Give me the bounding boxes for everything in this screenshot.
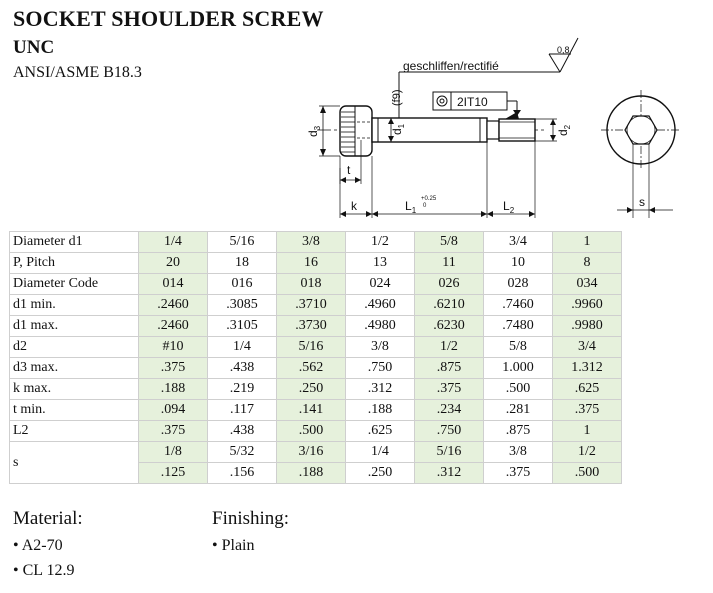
- table-cell: 5/16: [277, 337, 346, 358]
- table-cell: .312: [415, 463, 484, 484]
- row-label: d1 max.: [10, 316, 139, 337]
- table-cell: .250: [277, 379, 346, 400]
- table-cell: .3710: [277, 295, 346, 316]
- d1-subscript: 1: [397, 123, 406, 129]
- table-cell: 1: [553, 232, 622, 253]
- finishing-item: • Plain: [212, 537, 255, 554]
- d3-label: d: [306, 130, 320, 137]
- table-cell: 1/4: [208, 337, 277, 358]
- l1-label: L: [405, 199, 412, 213]
- table-cell: .375: [139, 358, 208, 379]
- dimensions-table: [9, 231, 622, 484]
- table-cell: .375: [553, 400, 622, 421]
- row-label: d2: [10, 337, 139, 358]
- table-cell: .750: [415, 421, 484, 442]
- table-row: [10, 295, 622, 316]
- table-cell: .219: [208, 379, 277, 400]
- d3-subscript: 3: [313, 125, 322, 131]
- table-cell: 5/16: [415, 442, 484, 463]
- d2-subscript: 2: [563, 124, 572, 130]
- svg-text:d3: [306, 125, 322, 137]
- table-cell: 13: [346, 253, 415, 274]
- table-cell: 16: [277, 253, 346, 274]
- material-heading: Material:: [13, 508, 83, 529]
- svg-text:d2: [556, 124, 572, 136]
- table-cell: 10: [484, 253, 553, 274]
- finishing-heading: Finishing:: [212, 508, 290, 529]
- table-cell: .2460: [139, 316, 208, 337]
- fit-label: (f9): [391, 89, 403, 106]
- table-cell: 024: [346, 274, 415, 295]
- table-cell: 11: [415, 253, 484, 274]
- table-row: [10, 253, 622, 274]
- row-label: P, Pitch: [10, 253, 139, 274]
- table-cell: .250: [346, 463, 415, 484]
- roughness-value: 0,8: [557, 45, 570, 55]
- table-cell: .4960: [346, 295, 415, 316]
- table-cell: .7480: [484, 316, 553, 337]
- material-item: • CL 12.9: [13, 562, 75, 579]
- l1-tolerance-lower: 0: [423, 203, 427, 209]
- table-cell: .9960: [553, 295, 622, 316]
- table-cell: .281: [484, 400, 553, 421]
- row-label: Diameter d1: [10, 232, 139, 253]
- table-cell: .625: [553, 379, 622, 400]
- material-item: • A2-70: [13, 537, 63, 554]
- table-cell: .6210: [415, 295, 484, 316]
- table-cell: 1/8: [139, 442, 208, 463]
- d2-label: d: [556, 129, 570, 136]
- table-cell: .3085: [208, 295, 277, 316]
- table-cell: 5/8: [484, 337, 553, 358]
- table-cell: .9980: [553, 316, 622, 337]
- table-cell: 1/4: [346, 442, 415, 463]
- table-cell: .094: [139, 400, 208, 421]
- row-label: d1 min.: [10, 295, 139, 316]
- table-cell: .188: [346, 400, 415, 421]
- table-cell: .500: [484, 379, 553, 400]
- table-row: [10, 232, 622, 253]
- table-cell: .500: [277, 421, 346, 442]
- table-cell: 1.000: [484, 358, 553, 379]
- svg-text:L2: [503, 199, 515, 215]
- table-cell: 1/2: [346, 232, 415, 253]
- table-cell: .375: [415, 379, 484, 400]
- d1-label: d: [390, 128, 404, 135]
- tolerance-value: 2IT10: [457, 95, 488, 109]
- table-cell: .141: [277, 400, 346, 421]
- k-label: k: [351, 199, 357, 213]
- table-cell: 3/16: [277, 442, 346, 463]
- table-cell: .156: [208, 463, 277, 484]
- table-row: [10, 442, 622, 463]
- table-row: [10, 337, 622, 358]
- table-cell: 1: [553, 421, 622, 442]
- table-cell: 3/4: [484, 232, 553, 253]
- table-row: [10, 400, 622, 421]
- row-label: d3 max.: [10, 358, 139, 379]
- table-cell: .7460: [484, 295, 553, 316]
- table-cell: 018: [277, 274, 346, 295]
- table-cell: .875: [484, 421, 553, 442]
- row-label: s: [10, 442, 139, 484]
- table-cell: .2460: [139, 295, 208, 316]
- table-cell: .312: [346, 379, 415, 400]
- table-cell: .375: [139, 421, 208, 442]
- table-cell: 014: [139, 274, 208, 295]
- table-cell: .188: [139, 379, 208, 400]
- table-cell: 20: [139, 253, 208, 274]
- table-cell: .234: [415, 400, 484, 421]
- row-label: L2: [10, 421, 139, 442]
- t-label: t: [347, 163, 351, 177]
- table-cell: .6230: [415, 316, 484, 337]
- table-cell: .500: [553, 463, 622, 484]
- table-row: [10, 358, 622, 379]
- svg-text:L1: [405, 199, 417, 215]
- l2-label: L: [503, 199, 510, 213]
- table-row: [10, 274, 622, 295]
- table-cell: 034: [553, 274, 622, 295]
- thread-type: UNC: [13, 37, 55, 58]
- standard-reference: ANSI/ASME B18.3: [13, 64, 142, 81]
- page-title: SOCKET SHOULDER SCREW: [13, 6, 324, 31]
- table-cell: 3/8: [484, 442, 553, 463]
- technical-drawing: [295, 28, 710, 224]
- table-cell: 3/4: [553, 337, 622, 358]
- ground-note: geschliffen/rectifié: [403, 59, 499, 73]
- table-cell: 1/2: [553, 442, 622, 463]
- table-row: [10, 316, 622, 337]
- table-cell: .125: [139, 463, 208, 484]
- table-cell: 026: [415, 274, 484, 295]
- table-cell: 5/8: [415, 232, 484, 253]
- s-label: s: [639, 195, 645, 209]
- table-cell: 3/8: [346, 337, 415, 358]
- table-cell: 8: [553, 253, 622, 274]
- row-label: t min.: [10, 400, 139, 421]
- table-cell: 18: [208, 253, 277, 274]
- table-cell: .750: [346, 358, 415, 379]
- table-row: [10, 421, 622, 442]
- table-cell: #10: [139, 337, 208, 358]
- table-cell: .562: [277, 358, 346, 379]
- row-label: k max.: [10, 379, 139, 400]
- table-cell: 028: [484, 274, 553, 295]
- table-cell: .4980: [346, 316, 415, 337]
- table-cell: .438: [208, 421, 277, 442]
- l2-subscript: 2: [509, 206, 515, 215]
- table-cell: .625: [346, 421, 415, 442]
- screw-head: [340, 106, 372, 156]
- table-cell: .117: [208, 400, 277, 421]
- table-cell: .875: [415, 358, 484, 379]
- table-row: [10, 379, 622, 400]
- table-cell: 1/2: [415, 337, 484, 358]
- table-cell: .438: [208, 358, 277, 379]
- l1-tolerance-upper: +0.25: [421, 196, 437, 202]
- table-cell: .375: [484, 463, 553, 484]
- table-cell: 5/32: [208, 442, 277, 463]
- row-label: Diameter Code: [10, 274, 139, 295]
- table-cell: 016: [208, 274, 277, 295]
- l1-subscript: 1: [411, 206, 417, 215]
- table-cell: 5/16: [208, 232, 277, 253]
- table-cell: 3/8: [277, 232, 346, 253]
- table-cell: 1/4: [139, 232, 208, 253]
- table-cell: .3105: [208, 316, 277, 337]
- table-cell: 1.312: [553, 358, 622, 379]
- table-cell: .3730: [277, 316, 346, 337]
- table-cell: .188: [277, 463, 346, 484]
